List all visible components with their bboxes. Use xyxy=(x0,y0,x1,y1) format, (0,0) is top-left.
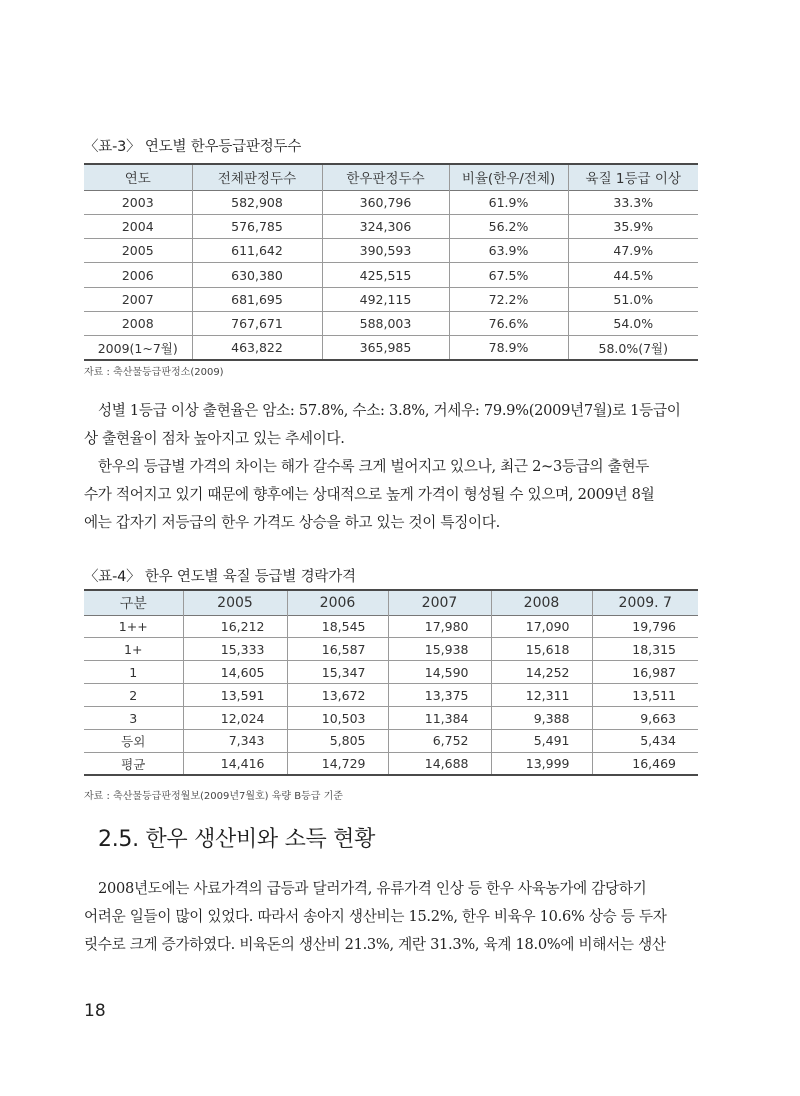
table-row xyxy=(84,707,698,730)
table-cell: 9,663 xyxy=(592,707,698,730)
text-line: 2008년도에는 사료가격의 급등과 달러가격, 유류가격 인상 등 한우 사육농가에 감당하기 xyxy=(98,880,647,897)
table-cell: 17,090 xyxy=(491,615,592,638)
column-header: 2008 xyxy=(491,590,592,615)
text-line: 에는 갑자기 저등급의 한우 가격도 상승을 하고 있는 것이 특징이다. xyxy=(84,514,500,531)
table-cell: 35.9% xyxy=(568,214,698,238)
table-cell: 3 xyxy=(84,707,183,730)
column-header: 구분 xyxy=(84,590,183,615)
table-cell: 16,987 xyxy=(592,661,698,684)
table-cell: 15,333 xyxy=(183,638,287,661)
table-3-caption: 〈표-3〉 연도별 한우등급판정두수 xyxy=(84,139,302,155)
table-cell: 1++ xyxy=(84,615,183,638)
column-header: 비율(한우/전체) xyxy=(449,164,568,190)
table-cell: 11,384 xyxy=(388,707,491,730)
column-header: 육질 1등급 이상 xyxy=(568,164,698,190)
table-cell: 14,590 xyxy=(388,661,491,684)
table-cell: 56.2% xyxy=(449,214,568,238)
table-row xyxy=(84,661,698,684)
table-row xyxy=(84,214,698,238)
table-4-source: 자료 : 축산물등급판정월보(2009년7월호) 육량 B등급 기준 xyxy=(84,791,343,802)
table-cell: 72.2% xyxy=(449,287,568,311)
text-line: 상 출현율이 점차 높아지고 있는 추세이다. xyxy=(84,430,345,447)
table-3-grading-counts xyxy=(84,163,698,361)
table-cell: 360,796 xyxy=(322,190,449,214)
table-cell: 14,729 xyxy=(287,752,388,775)
table-cell: 16,587 xyxy=(287,638,388,661)
table-row xyxy=(84,311,698,335)
table-cell: 6,752 xyxy=(388,729,491,752)
table-cell: 9,388 xyxy=(491,707,592,730)
table-header-row xyxy=(84,590,698,615)
table-cell: 390,593 xyxy=(322,239,449,263)
table-cell: 13,375 xyxy=(388,684,491,707)
table-cell: 18,545 xyxy=(287,615,388,638)
text-line: 성별 1등급 이상 출현율은 암소: 57.8%, 수소: 3.8%, 거세우: 79.9%(2009년7월)로 1등급이 xyxy=(98,402,681,419)
table-cell: 492,115 xyxy=(322,287,449,311)
body-paragraph-1 xyxy=(84,397,704,537)
table-4-auction-prices xyxy=(84,589,698,776)
table-cell: 767,671 xyxy=(192,311,322,335)
table-row xyxy=(84,615,698,638)
table-cell: 78.9% xyxy=(449,336,568,360)
table-cell: 2009(1~7월) xyxy=(84,336,192,360)
column-header: 2009. 7 xyxy=(592,590,698,615)
table-cell: 13,591 xyxy=(183,684,287,707)
table-cell: 54.0% xyxy=(568,311,698,335)
table-row xyxy=(84,190,698,214)
table-cell: 14,688 xyxy=(388,752,491,775)
table-row xyxy=(84,638,698,661)
table-cell: 47.9% xyxy=(568,239,698,263)
table-header-row xyxy=(84,164,698,190)
table-cell: 2 xyxy=(84,684,183,707)
text-line: 한우의 등급별 가격의 차이는 해가 갈수록 크게 벌어지고 있으나, 최근 2~3등급의 출현두 xyxy=(98,458,650,475)
table-cell: 324,306 xyxy=(322,214,449,238)
table-cell: 2006 xyxy=(84,263,192,287)
table-cell: 582,908 xyxy=(192,190,322,214)
table-cell: 611,642 xyxy=(192,239,322,263)
table-cell: 13,672 xyxy=(287,684,388,707)
table-cell: 14,252 xyxy=(491,661,592,684)
column-header: 2007 xyxy=(388,590,491,615)
table-cell: 365,985 xyxy=(322,336,449,360)
table-cell: 16,469 xyxy=(592,752,698,775)
table-cell: 1 xyxy=(84,661,183,684)
column-header: 전체판정두수 xyxy=(192,164,322,190)
table-cell: 5,805 xyxy=(287,729,388,752)
text-line: 어려운 일들이 많이 있었다. 따라서 송아지 생산비는 15.2%, 한우 비육우 10.6% 상승 등 두자 xyxy=(84,908,667,925)
column-header: 2005 xyxy=(183,590,287,615)
table-cell: 10,503 xyxy=(287,707,388,730)
table-cell: 681,695 xyxy=(192,287,322,311)
table-cell: 67.5% xyxy=(449,263,568,287)
table-row xyxy=(84,752,698,775)
table-cell: 등외 xyxy=(84,729,183,752)
table-row xyxy=(84,684,698,707)
table-cell: 평균 xyxy=(84,752,183,775)
table-cell: 12,311 xyxy=(491,684,592,707)
table-cell: 2004 xyxy=(84,214,192,238)
table-cell: 5,491 xyxy=(491,729,592,752)
table-cell: 58.0%(7월) xyxy=(568,336,698,360)
section-heading: 2.5. 한우 생산비와 소득 현황 xyxy=(98,827,376,852)
table-cell: 463,822 xyxy=(192,336,322,360)
table-cell: 19,796 xyxy=(592,615,698,638)
table-row xyxy=(84,729,698,752)
page-number: 18 xyxy=(84,1001,106,1021)
table-row xyxy=(84,336,698,360)
table-cell: 61.9% xyxy=(449,190,568,214)
table-cell: 2008 xyxy=(84,311,192,335)
text-line: 수가 적어지고 있기 때문에 향후에는 상대적으로 높게 가격이 형성될 수 있으며, 2009년 8월 xyxy=(84,486,655,503)
table-row xyxy=(84,239,698,263)
table-cell: 13,511 xyxy=(592,684,698,707)
table-cell: 5,434 xyxy=(592,729,698,752)
table-cell: 15,938 xyxy=(388,638,491,661)
table-cell: 588,003 xyxy=(322,311,449,335)
table-cell: 18,315 xyxy=(592,638,698,661)
table-cell: 13,999 xyxy=(491,752,592,775)
table-cell: 76.6% xyxy=(449,311,568,335)
table-row xyxy=(84,263,698,287)
table-cell: 33.3% xyxy=(568,190,698,214)
table-cell: 576,785 xyxy=(192,214,322,238)
table-cell: 2007 xyxy=(84,287,192,311)
text-line: 릿수로 크게 증가하였다. 비육돈의 생산비 21.3%, 계란 31.3%, 육계 18.0%에 비해서는 생산 xyxy=(84,936,666,953)
column-header: 한우판정두수 xyxy=(322,164,449,190)
table-cell: 7,343 xyxy=(183,729,287,752)
table-cell: 44.5% xyxy=(568,263,698,287)
table-cell: 15,347 xyxy=(287,661,388,684)
table-3-source: 자료 : 축산물등급판정소(2009) xyxy=(84,367,224,378)
table-cell: 14,605 xyxy=(183,661,287,684)
table-cell: 17,980 xyxy=(388,615,491,638)
column-header: 2006 xyxy=(287,590,388,615)
table-cell: 51.0% xyxy=(568,287,698,311)
table-cell: 15,618 xyxy=(491,638,592,661)
table-cell: 12,024 xyxy=(183,707,287,730)
table-cell: 63.9% xyxy=(449,239,568,263)
body-paragraph-2 xyxy=(84,875,704,959)
table-4-caption: 〈표-4〉 한우 연도별 육질 등급별 경락가격 xyxy=(84,569,356,585)
column-header: 연도 xyxy=(84,164,192,190)
table-cell: 2005 xyxy=(84,239,192,263)
table-cell: 1+ xyxy=(84,638,183,661)
table-row xyxy=(84,287,698,311)
table-cell: 2003 xyxy=(84,190,192,214)
table-cell: 630,380 xyxy=(192,263,322,287)
table-cell: 425,515 xyxy=(322,263,449,287)
table-cell: 14,416 xyxy=(183,752,287,775)
table-cell: 16,212 xyxy=(183,615,287,638)
